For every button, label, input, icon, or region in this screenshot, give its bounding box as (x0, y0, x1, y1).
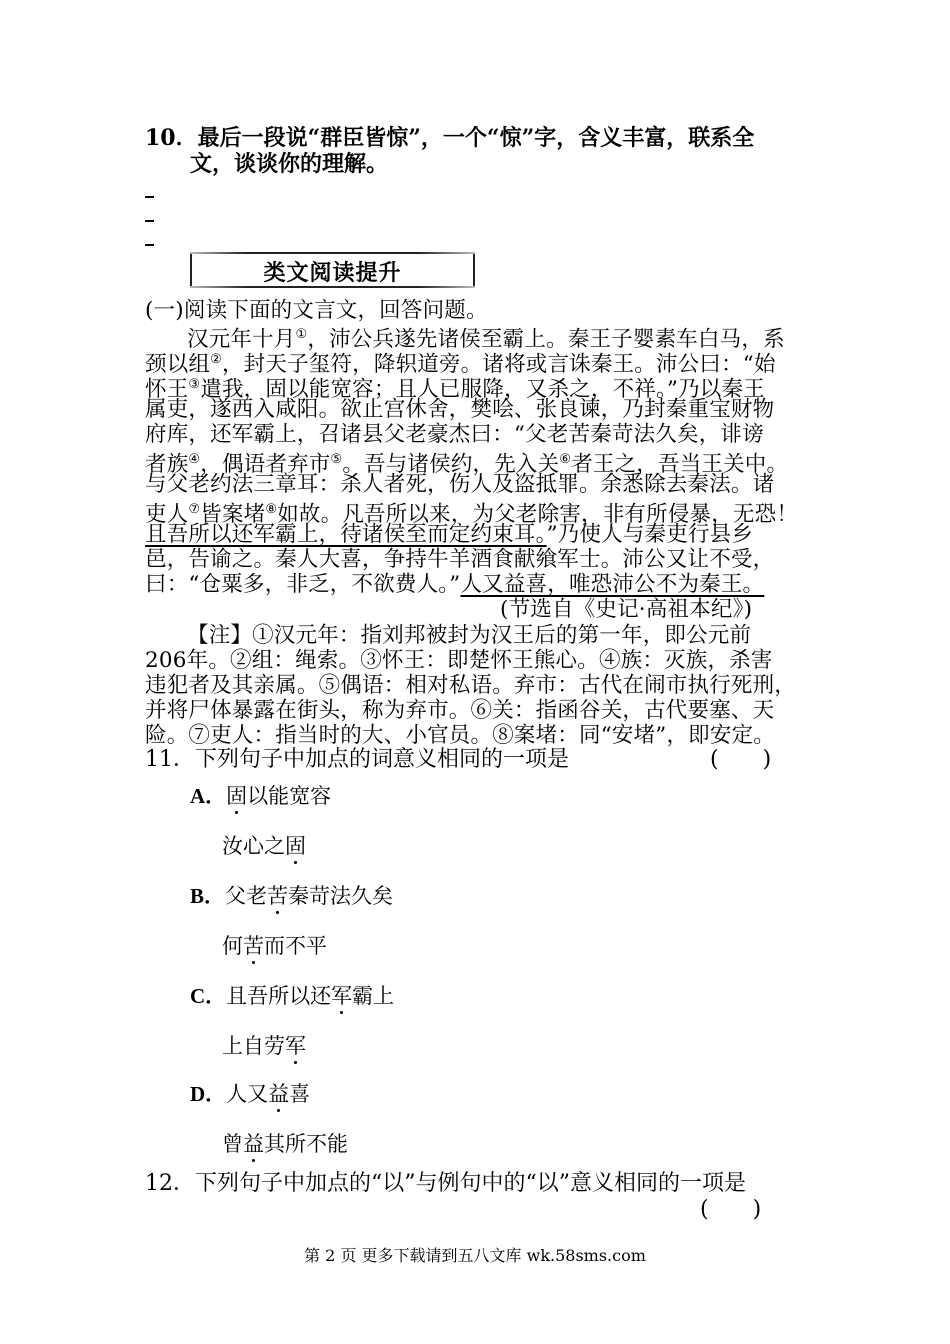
section-header-top-bar (190, 252, 475, 254)
option-d-line1: D．人又益喜 (190, 1082, 311, 1106)
notes-line-5: 险。⑦吏人：指当时的大、小官员。⑧案堵：同“安堵”，即安定。 (145, 723, 775, 748)
passage-line-10: 邑，告谕之。秦人大喜，争持牛羊酒食献飨军士。沛公又让不受， (145, 547, 775, 572)
question-10-line1: 10．最后一段说“群臣皆惊”，一个“惊”字，含义丰富，联系全 (145, 125, 755, 151)
page-footer: 第 2 页 更多下载请到五八文库 wk.58sms.com (304, 1246, 646, 1265)
dotted-word: 军 (285, 1034, 306, 1058)
dotted-word: 益 (243, 1132, 264, 1156)
passage-line-6: 者族④，偶语者弃市⑤。吾与诸侯约，先入关⑥者王之，吾当王关中。 (145, 452, 789, 478)
notes-line-4: 并将尸体暴露在街头，称为弃市。⑥关：指函谷关，古代要塞、天 (145, 698, 775, 723)
section-header (190, 252, 475, 288)
passage-line-2: 颈以组②，封天子玺符，降轵道旁。诸将或言诛秦王。沛公曰：“始 (145, 352, 776, 378)
question-11-answer-paren: ( ) (710, 747, 772, 772)
dotted-word: 益 (268, 1082, 290, 1106)
passage-line-1: 汉元年十月①，沛公兵遂先诸侯至霸上。秦王子婴素车白马，系 (187, 327, 785, 353)
question-12-answer-paren: ( ) (700, 1197, 762, 1222)
passage-line-5: 府库，还军霸上，召诸县父老豪杰曰：“父老苦秦苛法久矣，诽谤 (145, 422, 764, 447)
passage-line-9: 且吾所以还军霸上，待诸侯至而定约束耳。”乃使人与秦吏行县乡 (145, 522, 754, 547)
underlined-sentence-2: 人又益喜，唯恐沛公不为秦王。 (460, 572, 765, 597)
notes-line-1: 【注】①汉元年：指刘邦被封为汉王后的第一年，即公元前 (187, 623, 752, 648)
option-b-line2: 何苦而不平 (222, 934, 327, 958)
passage-source: (节选自《史记·高祖本纪》) (500, 597, 753, 622)
question-12-stem: 12．下列句子中加点的“以”与例句中的“以”意义相同的一项是 (145, 1171, 746, 1196)
dotted-word: 苦 (243, 934, 264, 958)
answer-line-3 (145, 244, 154, 246)
option-c-line1: C．且吾所以还军霸上 (190, 984, 395, 1008)
option-b-line1: B．父老苦秦苛法久矣 (190, 884, 394, 908)
option-c-line2: 上自劳军 (222, 1034, 306, 1058)
part-heading: (一)阅读下面的文言文，回答问题。 (145, 298, 488, 323)
passage-line-4: 属吏，遂西入咸阳。欲止宫休舍，樊哙、张良谏，乃封秦重宝财物 (145, 397, 775, 422)
answer-line-1 (145, 196, 154, 198)
dotted-word: 固 (226, 784, 248, 808)
notes-line-2: 206年。②组：绳索。③怀王：即楚怀王熊心。④族：灭族，杀害 (145, 648, 773, 673)
dotted-word: 军 (331, 984, 353, 1008)
passage-line-7: 与父老约法三章耳：杀人者死，伤人及盗抵罪。余悉除去秦法。诸 (145, 472, 775, 497)
question-10-line2: 文，谈谈你的理解。 (190, 151, 389, 177)
passage-line-3: 怀王③遣我，固以能宽容；且人已服降，又杀之，不祥。”乃以秦王 (145, 377, 765, 403)
option-a-line2: 汝心之固 (222, 834, 306, 858)
passage-line-8: 吏人⑦皆案堵⑧如故。凡吾所以来，为父老除害，非有所侵暴，无恐！ (145, 502, 799, 528)
dotted-word: 苦 (267, 884, 289, 908)
option-a-line1: A．固以能宽容 (190, 784, 332, 808)
dotted-word: 固 (285, 834, 306, 858)
passage-line-11: 曰：“仓粟多，非乏，不欲费人。”人又益喜，唯恐沛公不为秦王。 (145, 572, 765, 597)
answer-line-2 (145, 220, 154, 222)
question-11-stem: 11．下列句子中加点的词意义相同的一项是 (145, 747, 569, 772)
section-title: 类文阅读提升 (263, 260, 402, 286)
underlined-sentence-1: 且吾所以还军霸上，待诸侯至而定约束耳。 (145, 522, 547, 547)
notes-line-3: 违犯者及其亲属。⑤偶语：相对私语。弃市：古代在闹市执行死刑， (145, 673, 797, 698)
option-d-line2: 曾益其所不能 (222, 1132, 348, 1156)
